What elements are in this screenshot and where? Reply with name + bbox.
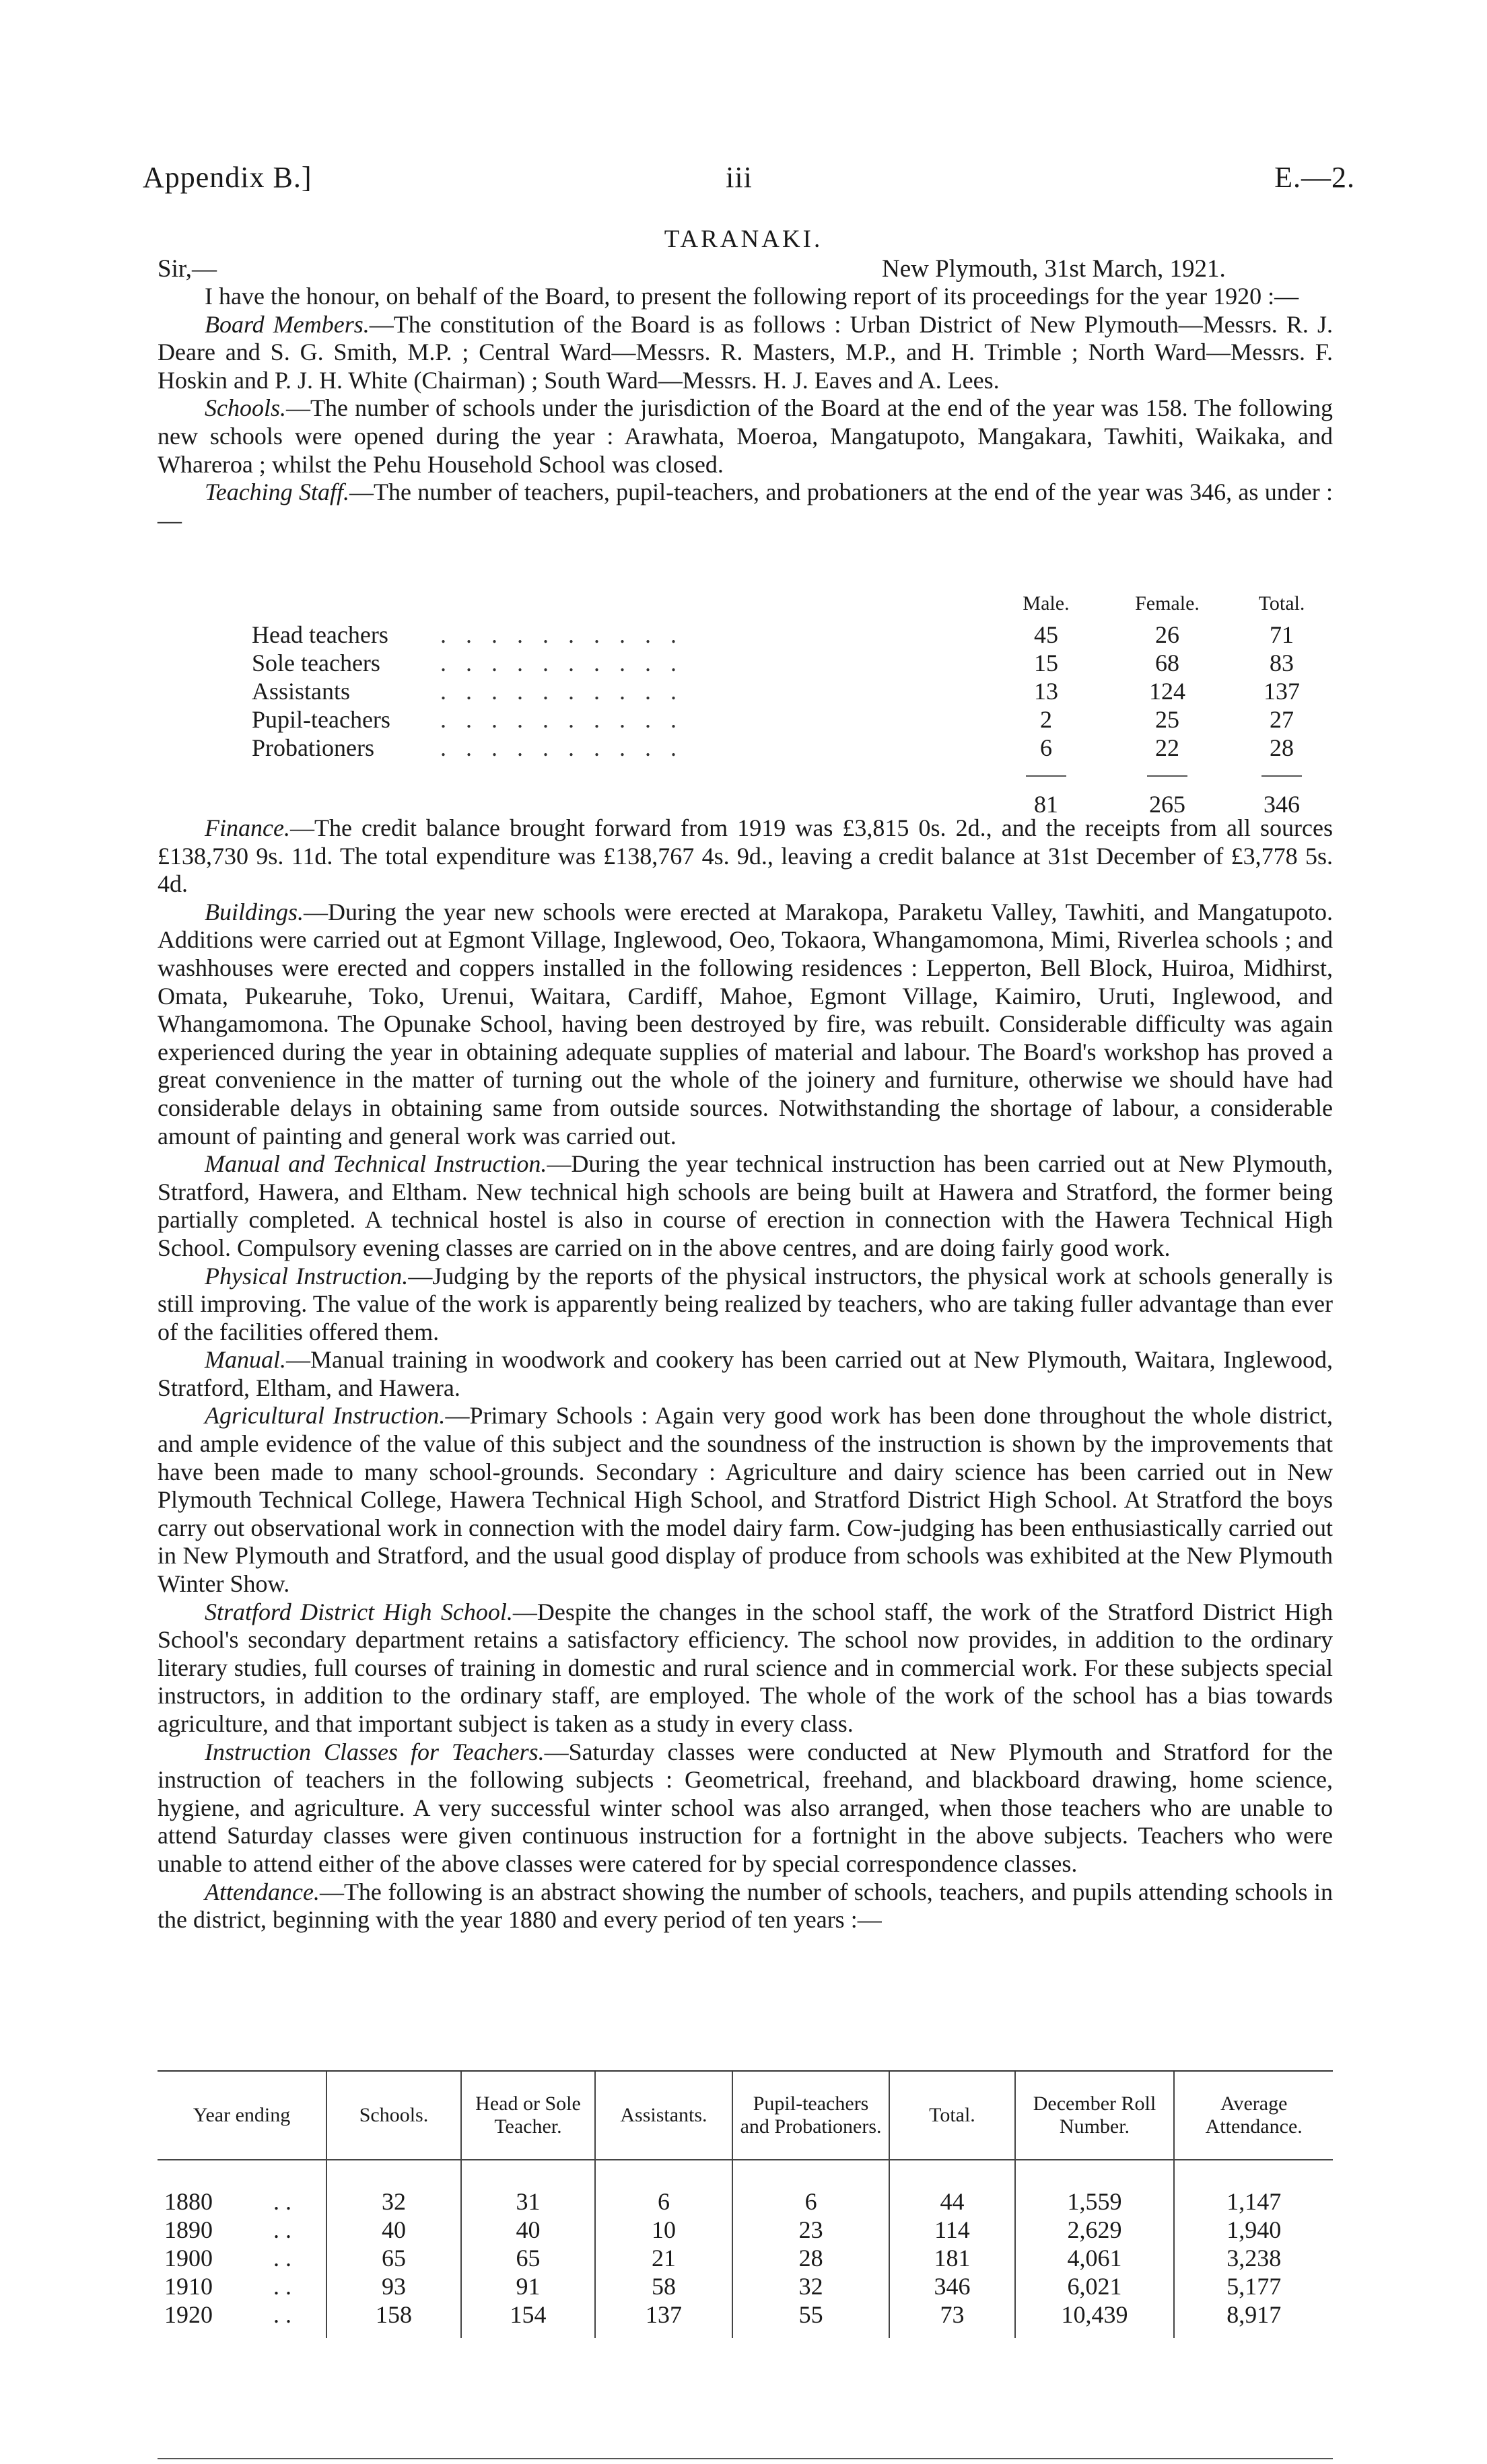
- year-value: 1910: [164, 2273, 213, 2300]
- cell-december-roll: 10,439: [1015, 2300, 1175, 2338]
- staff-row-label: Assistants: [252, 678, 351, 705]
- staff-male: 13: [1034, 678, 1058, 705]
- table-bottom-rule: [158, 2458, 1333, 2459]
- staff-rule-row: [158, 762, 1333, 790]
- attendance-text: —The following is an abstract showing the number of schools, teachers, and pupils attending schools in the district, beginning with the year 1880 and every period of ten years :—: [158, 1878, 1333, 1934]
- cell-average-attendance: 3,238: [1174, 2244, 1333, 2272]
- table-row: [158, 2244, 1333, 2272]
- row-leader-dots: . .: [273, 2245, 291, 2272]
- manual-text: —Manual training in woodwork and cookery has been carried out at New Plymouth, Waitara, Inglewood, Stratford, Eltham, and Hawera.: [158, 1346, 1333, 1401]
- leader-dots: . . . . . . . . . .: [440, 621, 683, 648]
- cell-head-sole: 91: [461, 2272, 595, 2300]
- cell-pupil-teachers: 55: [732, 2300, 890, 2338]
- row-leader-dots: . .: [273, 2301, 291, 2328]
- board-members-heading: Board Members.: [205, 310, 370, 338]
- staff-row-label: Sole teachers: [252, 649, 380, 676]
- col-total: Total.: [889, 2072, 1014, 2160]
- row-leader-dots: . .: [273, 2188, 291, 2215]
- staff-col-female: Female.: [1135, 592, 1200, 614]
- cell-assistants: 21: [595, 2244, 732, 2272]
- col-schools: Schools.: [326, 2072, 461, 2160]
- cell-assistants: 10: [595, 2216, 732, 2244]
- report-body-main: [158, 814, 1333, 1934]
- staff-male: 2: [1040, 706, 1052, 733]
- agricultural-paragraph: [158, 1402, 1333, 1598]
- row-leader-dots: . .: [273, 2216, 291, 2243]
- schools-text: —The number of schools under the jurisdiction of the Board at the end of the year was 158. The following new schools were opened during the year : Arawhata, Moeroa, Mangatupoto, Mangakara, Tawhiti, Waikaka, and Whareroa ; whilst the Pehu Household School was closed.: [158, 394, 1333, 478]
- cell-total: 114: [889, 2216, 1014, 2244]
- staff-female: 25: [1155, 706, 1179, 733]
- attendance-table: [158, 2072, 1333, 2338]
- cell-average-attendance: 1,940: [1174, 2216, 1333, 2244]
- agricultural-text: —Primary Schools : Again very good work has been done throughout the whole district, and ample evidence of the value of this subject and the soundness of the instruction is shown by the improvements that have been made to many school-grounds. Secondary : Agriculture and dairy science has been carried out in New Plymouth Technical College, Hawera Technical High School, and Stratford District High School. At Stratford the boys carry out observational work in connection with the model dairy farm. Cow-judging has been enthusiastically carried out in New Plymouth and Stratford, and the usual good display of produce from schools was exhibited at the New Plymouth Winter Show.: [158, 1402, 1333, 1598]
- cell-head-sole: 65: [461, 2244, 595, 2272]
- report-body-top: [158, 283, 1333, 534]
- year-value: 1900: [164, 2245, 213, 2272]
- header-page-number: iii: [726, 161, 753, 194]
- cell-total: 346: [889, 2272, 1014, 2300]
- cell-assistants: 137: [595, 2300, 732, 2338]
- cell-year: [158, 2244, 326, 2272]
- staff-row: [158, 621, 1333, 649]
- cell-head-sole: 31: [461, 2187, 595, 2216]
- staff-total: 27: [1270, 706, 1294, 733]
- leader-dots: . . . . . . . . . .: [440, 649, 683, 676]
- staff-total: 28: [1270, 734, 1294, 761]
- staff-grand-total: 346: [1264, 791, 1300, 818]
- col-head-sole-teacher: Head or Sole Teacher.: [461, 2072, 595, 2160]
- header-appendix: Appendix B.]: [143, 161, 312, 194]
- cell-total: 181: [889, 2244, 1014, 2272]
- attendance-paragraph: [158, 1878, 1333, 1934]
- staff-col-total: Total.: [1258, 592, 1305, 614]
- salutation: Sir,—: [158, 255, 217, 283]
- staff-female: 68: [1155, 649, 1179, 676]
- staff-total: 71: [1270, 621, 1294, 648]
- col-assistants: Assistants.: [595, 2072, 732, 2160]
- staff-row: [158, 649, 1333, 677]
- instruction-classes-text: —Saturday classes were conducted at New Plymouth and Stratford for the instruction of teachers in the following subjects : Geometrical, freehand, and blackboard drawing, home science, hygiene, and agriculture. A very successful winter school was also arranged, when those teachers who are unable to attend Saturday classes were given continuous instruction for a fortnight in the above subjects. Teachers who were unable to attend either of the above classes were catered for by special correspondence classes.: [158, 1738, 1333, 1877]
- schools-heading: Schools.: [205, 394, 286, 422]
- staff-male: 6: [1040, 734, 1052, 761]
- cell-december-roll: 2,629: [1015, 2216, 1175, 2244]
- staff-male: 45: [1034, 621, 1058, 648]
- cell-average-attendance: 1,147: [1174, 2187, 1333, 2216]
- teaching-staff-heading: Teaching Staff.: [205, 479, 350, 506]
- teaching-staff-paragraph: [158, 479, 1333, 534]
- col-year-ending: Year ending: [158, 2072, 326, 2160]
- col-december-roll: December Roll Number.: [1015, 2072, 1175, 2160]
- cell-assistants: 6: [595, 2187, 732, 2216]
- finance-paragraph: [158, 814, 1333, 899]
- year-value: 1890: [164, 2216, 213, 2243]
- year-value: 1920: [164, 2301, 213, 2328]
- table-row: [158, 2272, 1333, 2300]
- staff-female: 26: [1155, 621, 1179, 648]
- instruction-classes-paragraph: [158, 1738, 1333, 1878]
- buildings-paragraph: [158, 899, 1333, 1150]
- staff-total-male: 81: [1034, 791, 1058, 818]
- cell-average-attendance: 8,917: [1174, 2300, 1333, 2338]
- cell-pupil-teachers: 6: [732, 2187, 890, 2216]
- staff-row: [158, 677, 1333, 705]
- cell-year: [158, 2187, 326, 2216]
- table-row: [158, 2216, 1333, 2244]
- cell-head-sole: 154: [461, 2300, 595, 2338]
- finance-heading: Finance.: [205, 814, 290, 841]
- leader-dots: . . . . . . . . . .: [440, 734, 683, 761]
- manual-heading: Manual.: [205, 1346, 286, 1374]
- finance-text: —The credit balance brought forward from 1919 was £3,815 0s. 2d., and the receipts from all sources £138,730 9s. 11d. The total expenditure was £138,767 4s. 9d., leaving a credit balance at 31st December of £3,778 5s. 4d.: [158, 814, 1333, 898]
- board-members-paragraph: [158, 311, 1333, 395]
- table-row: [158, 2300, 1333, 2338]
- physical-text: —Judging by the reports of the physical instructors, the physical work at schools generally is still improving. The value of the work is apparently being realized by teachers, who are taking fuller advantage than ever of the facilities offered them.: [158, 1262, 1333, 1345]
- buildings-heading: Buildings.: [205, 898, 304, 925]
- sum-rule: [1147, 775, 1187, 777]
- attendance-table-header: [158, 2072, 1333, 2160]
- cell-december-roll: 4,061: [1015, 2244, 1175, 2272]
- staff-row-label: Pupil-teachers: [252, 706, 390, 733]
- cell-year: [158, 2272, 326, 2300]
- cell-pupil-teachers: 23: [732, 2216, 890, 2244]
- staff-row-label: Probationers: [252, 734, 374, 761]
- col-pupil-teachers: Pupil-teachers and Probationers.: [732, 2072, 890, 2160]
- year-value: 1880: [164, 2188, 213, 2215]
- teaching-staff-text: —The number of teachers, pupil-teachers, and probationers at the end of the year was 346, as under :—: [158, 479, 1334, 534]
- agricultural-heading: Agricultural Instruction.: [205, 1402, 446, 1430]
- cell-year: [158, 2216, 326, 2244]
- col-average-attendance: Average Attendance.: [1174, 2072, 1333, 2160]
- staff-row-label: Head teachers: [252, 621, 388, 648]
- cell-schools: 32: [326, 2187, 461, 2216]
- stratford-paragraph: [158, 1598, 1333, 1738]
- buildings-text: —During the year new schools were erected at Marakopa, Paraketu Valley, Tawhiti, and Mangatupoto. Additions were carried out at Egmont Village, Inglewood, Oeo, Tokaora, Whangamomona, Mimi, Riverlea schools ; and washhouses were erected and coppers installed in the following residences : Lepperton, Bell Block, Huiroa, Midhirst, Omata, Pukearuhe, Toko, Urenui, Waitara, Cardiff, Mahoe, Egmont Village, Kaimiro, Uruti, Inglewood, and Whangamomona. The Opunake School, having been destroyed by fire, was rebuilt. Considerable difficulty was again experienced during the year in obtaining adequate supplies of material and labour. The Board's workshop has proved a great convenience in the matter of turning out the whole of the joinery and furniture, otherwise we should have had considerable delays in obtaining same from outside sources. Notwithstanding the shortage of labour, a considerable amount of painting and general work was carried out.: [158, 898, 1333, 1150]
- sum-rule: [1261, 775, 1302, 777]
- leader-dots: . . . . . . . . . .: [440, 678, 683, 705]
- manual-paragraph: [158, 1346, 1333, 1402]
- header-document-code: E.—2.: [1274, 161, 1355, 194]
- cell-schools: 158: [326, 2300, 461, 2338]
- report-title: TARANAKI.: [664, 225, 823, 253]
- staff-table: [158, 592, 1333, 818]
- table-spacer-row: [158, 2160, 1333, 2187]
- staff-row: [158, 705, 1333, 734]
- staff-table-header: [158, 592, 1333, 621]
- cell-schools: 65: [326, 2244, 461, 2272]
- cell-total: 44: [889, 2187, 1014, 2216]
- cell-head-sole: 40: [461, 2216, 595, 2244]
- manual-technical-text: —During the year technical instruction has been carried out at New Plymouth, Stratford, Hawera, and Eltham. New technical high schools are being built at Hawera and Stratford, the former being partially completed. A technical hostel is also in course of erection in connection with the Hawera Technical High School. Compulsory evening classes are carried on in the above centres, and are doing fairly good work.: [158, 1150, 1333, 1261]
- instruction-classes-heading: Instruction Classes for Teachers.: [205, 1738, 545, 1765]
- cell-assistants: 58: [595, 2272, 732, 2300]
- cell-average-attendance: 5,177: [1174, 2272, 1333, 2300]
- sum-rule: [1026, 775, 1066, 777]
- attendance-heading: Attendance.: [205, 1878, 320, 1905]
- board-members-text: —The constitution of the Board is as follows : Urban District of New Plymouth—Messrs. R. J. Deare and S. G. Smith, M.P. ; Central Ward—Messrs. R. Masters, M.P., and H. Trimble ; North Ward—Messrs. F. Hoskin and P. J. H. White (Chairman) ; South Ward—Messrs. H. J. Eaves and A. Lees.: [158, 310, 1333, 394]
- cell-december-roll: 6,021: [1015, 2272, 1175, 2300]
- cell-pupil-teachers: 32: [732, 2272, 890, 2300]
- staff-col-male: Male.: [1023, 592, 1070, 614]
- dateline: New Plymouth, 31st March, 1921.: [882, 255, 1226, 283]
- cell-schools: 40: [326, 2216, 461, 2244]
- table-row: [158, 2187, 1333, 2216]
- stratford-text: —Despite the changes in the school staff, the work of the Stratford District High School's secondary department retains a satisfactory efficiency. The school now provides, in addition to the ordinary literary studies, full courses of training in domestic and rural science and in commercial work. For these subjects special instructors, in addition to the ordinary staff, are employed. The whole of the work of the school has a bias towards agriculture, and that important subject is taken as a study in every class.: [158, 1598, 1333, 1737]
- staff-total: 83: [1270, 649, 1294, 676]
- manual-technical-heading: Manual and Technical Instruction.: [205, 1150, 547, 1178]
- leader-dots: . . . . . . . . . .: [440, 706, 683, 733]
- manual-technical-paragraph: [158, 1150, 1333, 1262]
- staff-female: 22: [1155, 734, 1179, 761]
- cell-pupil-teachers: 28: [732, 2244, 890, 2272]
- physical-heading: Physical Instruction.: [205, 1262, 409, 1290]
- cell-schools: 93: [326, 2272, 461, 2300]
- row-leader-dots: . .: [273, 2273, 291, 2300]
- cell-december-roll: 1,559: [1015, 2187, 1175, 2216]
- stratford-heading: Stratford District High School.: [205, 1598, 513, 1625]
- staff-male: 15: [1034, 649, 1058, 676]
- staff-total-female: 265: [1149, 791, 1185, 818]
- staff-total: 137: [1264, 678, 1300, 705]
- intro-paragraph: I have the honour, on behalf of the Board, to present the following report of its proceedings for the year 1920 :—: [205, 283, 1299, 310]
- staff-row: [158, 734, 1333, 762]
- schools-paragraph: [158, 394, 1333, 479]
- cell-total: 73: [889, 2300, 1014, 2338]
- staff-female: 124: [1149, 678, 1185, 705]
- physical-paragraph: [158, 1263, 1333, 1347]
- cell-year: [158, 2300, 326, 2338]
